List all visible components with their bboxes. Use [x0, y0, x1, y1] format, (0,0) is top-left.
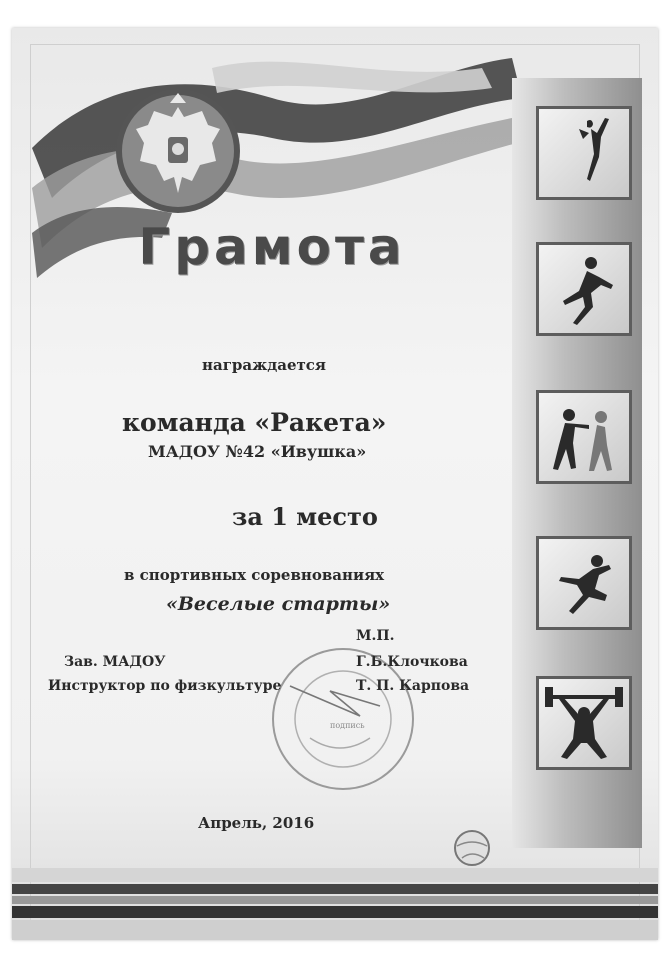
place-text: за 1 место — [232, 502, 378, 531]
seal-label: М.П. — [356, 628, 395, 644]
organization-name: МАДОУ №42 «Ивушка» — [148, 442, 367, 461]
competition-name: «Веселые старты» — [166, 593, 391, 615]
signatory-name-1: Г.Б.Клочкова — [356, 654, 468, 670]
certificate-title: Грамота — [138, 218, 406, 276]
russian-double-headed-eagle-emblem — [112, 85, 244, 217]
certificate-sheet — [12, 28, 658, 940]
signatory-role-2: Инструктор по физкультуре — [48, 678, 282, 694]
team-name: команда «Ракета» — [122, 408, 387, 437]
boxers-icon — [536, 390, 632, 484]
gymnast-icon — [536, 106, 632, 200]
signatory-name-2: Т. П. Карпова — [356, 678, 470, 694]
stamp-text: подпись — [330, 721, 365, 730]
awarded-label: награждается — [202, 356, 327, 374]
ball-decoration-icon — [452, 828, 492, 868]
runner-icon — [536, 242, 632, 336]
weightlifter-icon — [536, 676, 632, 770]
long-jumper-icon — [536, 536, 632, 630]
certificate-date: Апрель, 2016 — [198, 814, 315, 832]
signatory-role-1: Зав. МАДОУ — [64, 654, 166, 670]
bottom-stripes — [12, 868, 658, 940]
competition-intro: в спортивных соревнованиях — [124, 566, 385, 584]
